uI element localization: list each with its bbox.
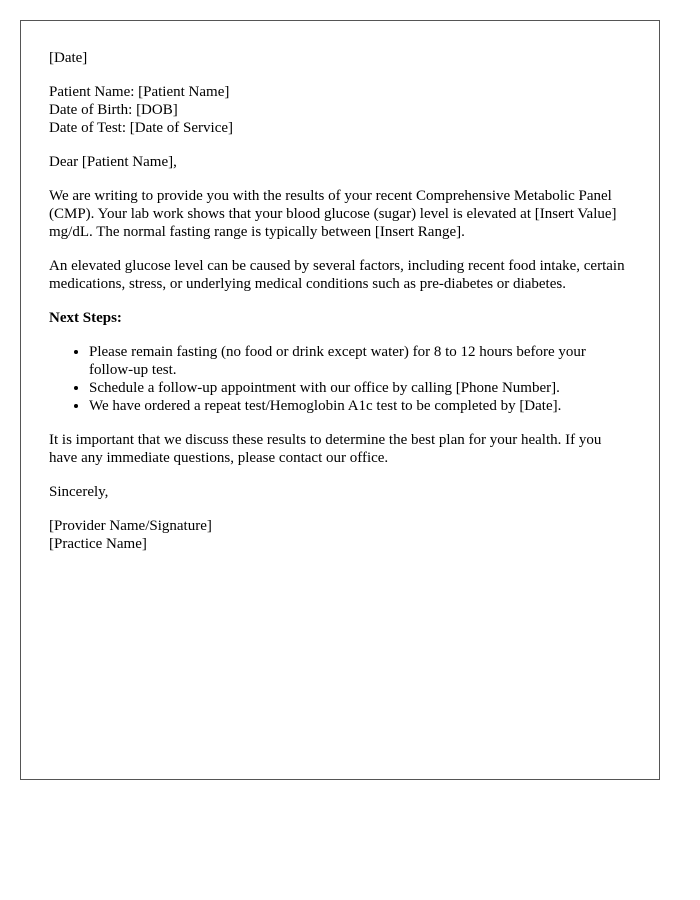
next-steps-heading: Next Steps:: [49, 310, 122, 326]
sign-off: Sincerely,: [49, 484, 109, 500]
next-steps-list: [49, 343, 631, 415]
closing-paragraph: It is important that we discuss these results to determine the best plan for your health. If you have any immediate questions, please contact our office.: [49, 432, 602, 466]
letter-page: [20, 20, 660, 780]
next-step-item: • We have ordered a repeat test/Hemoglobin A1c test to be completed by [Date].: [89, 397, 631, 415]
patient-dob-line: Date of Birth: [DOB]: [49, 102, 178, 118]
next-step-item: • Please remain fasting (no food or drink except water) for 8 to 12 hours before your follow-up test.: [89, 343, 631, 379]
practice-line: [Practice Name]: [49, 536, 147, 552]
salutation: Dear [Patient Name],: [49, 154, 177, 170]
patient-name-line: Patient Name: [Patient Name]: [49, 84, 230, 100]
results-paragraph: We are writing to provide you with the results of your recent Comprehensive Metabolic Panel (CMP). Your lab work shows that your blood glucose (sugar) level is elevated at [Insert Value] mg/dL. The normal fasting range is typically between [Insert Range].: [49, 188, 617, 240]
causes-paragraph: An elevated glucose level can be caused by several factors, including recent food intake, certain medications, stress, or underlying medical conditions such as pre-diabetes or diabetes.: [49, 258, 625, 292]
next-step-item: • Schedule a follow-up appointment with our office by calling [Phone Number].: [89, 379, 631, 397]
test-date-line: Date of Test: [Date of Service]: [49, 120, 234, 136]
letter-date: [Date]: [49, 50, 88, 66]
signature-block: [49, 517, 631, 553]
patient-info: [49, 83, 631, 137]
provider-line: [Provider Name/Signature]: [49, 518, 212, 534]
